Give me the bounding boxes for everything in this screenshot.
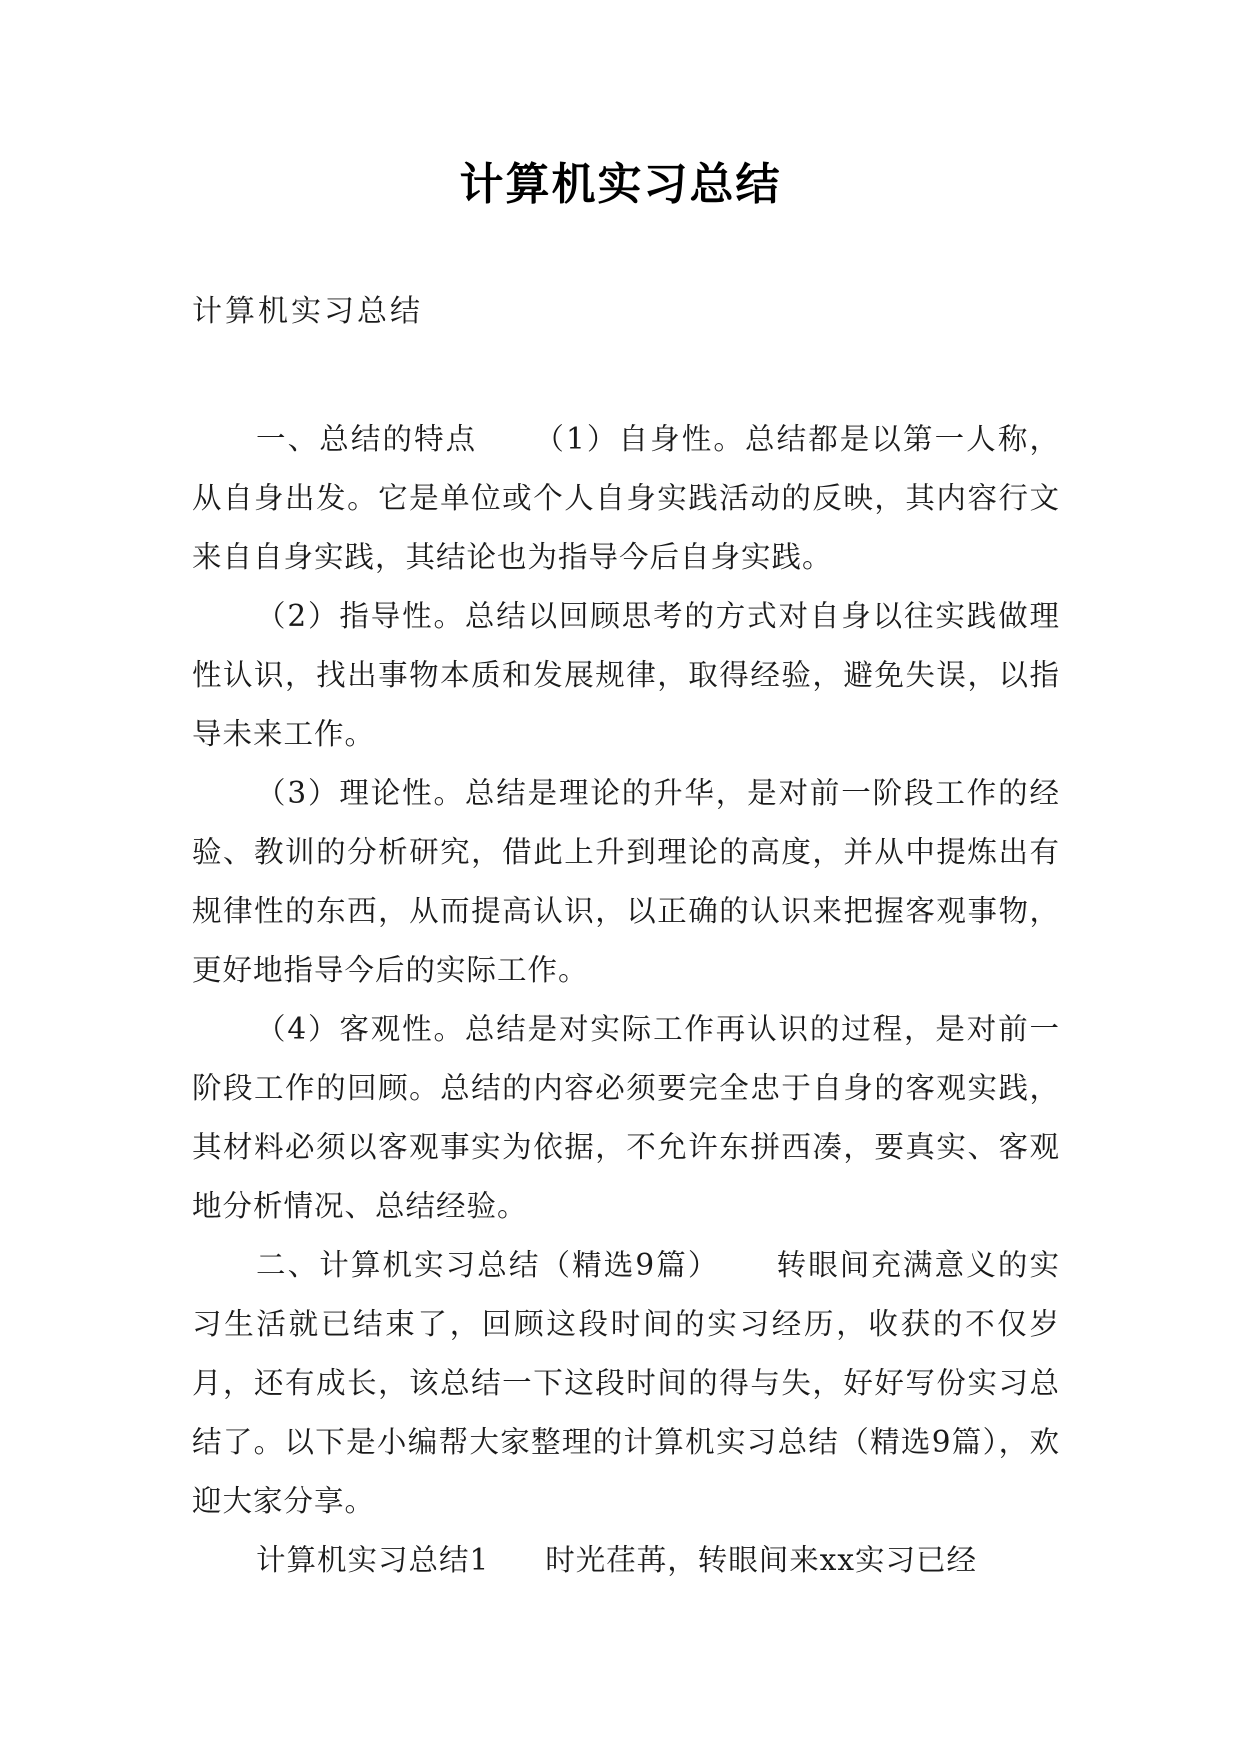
paragraph-text: （4）客观性。总结是对实际工作再认识的过程，是对前一阶段工作的回顾。总结的内容必须要完全忠于自身的客观实践，其材料必须以客观事实为依据，不允许东拼西凑，要真实、客观地分析情况、总结经验。 bbox=[192, 1012, 1060, 1223]
paragraph-text: （3）理论性。总结是理论的升华，是对前一阶段工作的经验、教训的分析研究，借此上升到理论的高度，并从中提炼出有规律性的东西，从而提高认识，以正确的认识来把握客观事物，更好地指导今后的实际工作。 bbox=[192, 776, 1060, 987]
paragraph-text: （2）指导性。总结以回顾思考的方式对自身以往实践做理性认识，找出事物本质和发展规律，取得经验，避免失误，以指导未来工作。 bbox=[192, 599, 1060, 751]
paragraph-characteristics-self bbox=[192, 410, 1060, 587]
paragraph-characteristics-theory bbox=[192, 764, 1060, 1000]
section-heading: 二、计算机实习总结（精选9篇） bbox=[256, 1248, 720, 1282]
document-title: 计算机实习总结 bbox=[459, 159, 782, 210]
section-heading: 一、总结的特点 bbox=[256, 422, 478, 456]
paragraph-summary-intro bbox=[192, 1236, 1060, 1531]
document-subtitle: 计算机实习总结 bbox=[192, 294, 423, 329]
paragraph-characteristics-guidance bbox=[192, 587, 1060, 764]
paragraph-text: 转眼间充满意义的实习生活就已结束了，回顾这段时间的实习经历，收获的不仅岁月，还有成长，该总结一下这段时间的得与失，好好写份实习总结了。以下是小编帮大家整理的计算机实习总结（精选9篇），欢迎大家分享。 bbox=[192, 1248, 1060, 1518]
section-heading: 计算机实习总结1 bbox=[256, 1543, 490, 1577]
document-body bbox=[192, 410, 1060, 1590]
paragraph-characteristics-objectivity bbox=[192, 1000, 1060, 1236]
paragraph-text: （1）自身性。总结都是以第一人称，从自身出发。它是单位或个人自身实践活动的反映，其内容行文来自自身实践，其结论也为指导今后自身实践。 bbox=[192, 422, 1060, 574]
paragraph-text: 时光荏苒，转眼间来xx实习已经 bbox=[545, 1543, 978, 1577]
paragraph-summary-1 bbox=[192, 1531, 1060, 1590]
